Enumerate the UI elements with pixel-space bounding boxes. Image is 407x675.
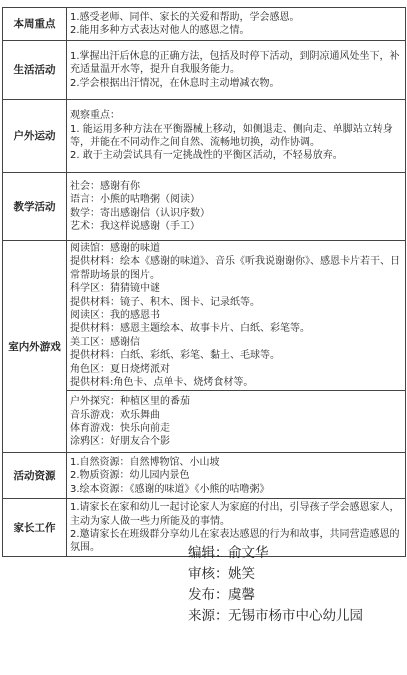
- list-item: 观察重点：: [70, 110, 120, 122]
- table-row: [3, 100, 406, 173]
- list-item: 提供材料：白纸、彩纸、彩笔、黏土、毛球等。: [70, 350, 280, 362]
- list-item: 2.能用多种方式表达对他人的感恩之情。: [70, 25, 250, 36]
- credit-label: 来源：: [188, 608, 229, 624]
- daily-life-content: [67, 41, 406, 100]
- row-label-weekly-focus: 本周重点: [3, 8, 67, 41]
- row-label-daily-life: 生活活动: [3, 41, 67, 100]
- table-row: [3, 173, 406, 241]
- list-item: 涂鸦区：好朋友合个影: [70, 436, 170, 448]
- outdoor-games-content: [67, 391, 406, 453]
- list-item: 1.自然资源：自然博物馆、小山坡: [70, 456, 220, 468]
- table-row: [3, 41, 406, 100]
- list-item: 户外探究：种植区里的番茄: [70, 396, 190, 408]
- list-item: 提供材料：镜子、积木、图卡、记录纸等。: [70, 296, 260, 308]
- list-item: 提供材料：绘本《感谢的味道》、音乐《听我说谢谢你》、感恩卡片若干、日常帮助场景的图片。: [70, 256, 400, 281]
- list-item: 音乐游戏：欢乐舞曲: [70, 409, 160, 421]
- outdoor-sports-content: [67, 100, 406, 173]
- list-item: 科学区：猜猜镜中谜: [70, 283, 160, 295]
- credit-value: 无锡市杨市中心幼儿园: [228, 608, 363, 624]
- weekly-plan-table: [2, 7, 406, 557]
- credit-value: 俞文华: [228, 545, 269, 561]
- table-row: [3, 241, 406, 391]
- table-row: [3, 453, 406, 499]
- list-item: 艺术：我这样说感谢（手工）: [70, 220, 200, 232]
- list-item: 提供材料:角色卡、点单卡、烧烤食材等。: [70, 377, 254, 389]
- row-label-teaching: 教学活动: [3, 173, 67, 241]
- weekly-focus-content: [67, 8, 406, 41]
- credit-value: 虞馨: [228, 587, 255, 603]
- list-item: 美工区：感谢信: [70, 336, 140, 348]
- credits-block: [188, 543, 363, 627]
- row-label-parents: 家长工作: [3, 499, 67, 557]
- list-item: 2.邀请家长在班级群分享幼儿在家表达感恩的行为和故事，共同营造感恩的氛围。: [70, 528, 400, 554]
- credit-label: 发布：: [188, 587, 229, 603]
- list-item: 阅读馆：感谢的味道: [70, 243, 160, 254]
- row-label-outdoor-sports: 户外运动: [3, 100, 67, 173]
- list-item: 提供材料：感恩主题绘本、故事卡片、白纸、彩笔等。: [70, 323, 310, 335]
- list-item: 1.掌握出汗后休息的正确方法，包括及时停下活动，到阴凉通风处坐下，补充适量温开水等，提升自我服务能力。: [70, 50, 400, 76]
- list-item: 2.物质资源：幼儿园内景色: [70, 470, 190, 482]
- credit-source: [188, 606, 363, 627]
- credit-reviewer: [188, 564, 363, 585]
- list-item: 数学：寄出感谢信（认识序数）: [70, 207, 210, 219]
- indoor-games-content: [67, 241, 406, 391]
- list-item: 语言：小熊的咕噜粥（阅读）: [70, 194, 200, 206]
- table-row: [3, 8, 406, 41]
- list-item: 3.绘本资源：《感谢的味道》《小熊的咕噜粥》: [70, 483, 270, 495]
- resources-content: [67, 453, 406, 499]
- list-item: 社会：感谢有你: [70, 180, 140, 192]
- credit-publisher: [188, 585, 363, 606]
- list-item: 2. 敢于主动尝试具有一定挑战性的平衡区活动，不轻易放弃。: [70, 150, 343, 162]
- credit-editor: [188, 543, 363, 564]
- row-label-games: 室内外游戏: [3, 241, 67, 453]
- list-item: 体育游戏：快乐向前走: [70, 422, 170, 434]
- list-item: 1. 能运用多种方法在平衡器械上移动，如侧退走、侧向走、单脚站立转身等，并能在不同动作之间自然、流畅地切换，动作协调。: [70, 123, 393, 148]
- teaching-content: [67, 173, 406, 241]
- row-label-resources: 活动资源: [3, 453, 67, 499]
- list-item: 1.感受老师、同伴、家长的关爱和帮助，学会感恩。: [70, 11, 300, 23]
- list-item: 1.请家长在家和幼儿一起讨论家人为家庭的付出，引导孩子学会感恩家人，主动为家人做一些力所能及的事情。: [70, 502, 400, 527]
- list-item: 阅读区：我的感恩书: [70, 310, 160, 322]
- credit-label: 审核：: [188, 566, 229, 582]
- list-item: 角色区：夏日烧烤派对: [70, 363, 170, 375]
- credit-value: 姚笑: [228, 566, 255, 582]
- list-item: 2.学会根据出汗情况，在休息时主动增减衣物。: [70, 77, 280, 89]
- credit-label: 编辑：: [188, 545, 229, 561]
